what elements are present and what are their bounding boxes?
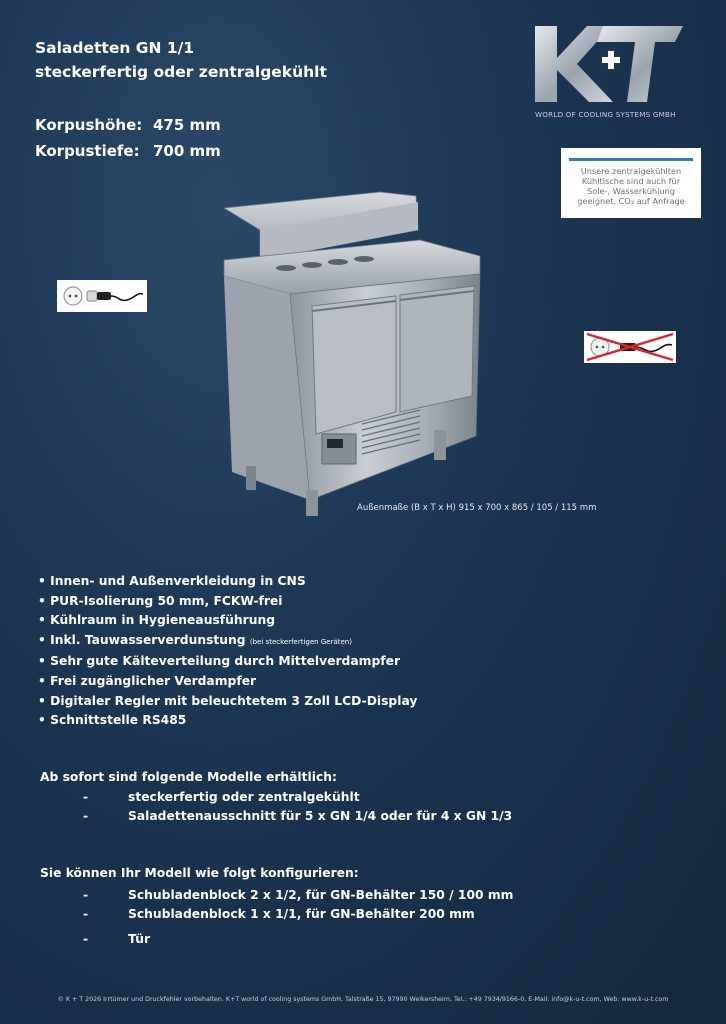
list-item: - Schubladenblock 2 x 1/2, für GN-Behälter 150 / 100 mm: [83, 888, 514, 902]
spec-depth: [35, 142, 221, 160]
spec-value: 700 mm: [153, 142, 221, 160]
spec-label: Korpushöhe:: [35, 116, 143, 134]
kt-logo: [535, 26, 683, 120]
note-text: Unsere zentralgekühlten Kühltische sind auch für Sole-, Wasserkühlung geeignet, CO₂ auf Anfrage: [577, 166, 685, 206]
list-item: - Tür: [83, 932, 151, 946]
spec-label: Korpustiefe:: [35, 142, 140, 160]
feature-note: (bei steckerfertigen Geräten): [249, 637, 352, 646]
list-item: • PUR-Isolierung 50 mm, FCKW-frei: [38, 593, 283, 608]
list-item: • Schnittstelle RS485: [38, 713, 187, 728]
saladette-product-image: [220, 190, 482, 518]
spec-value: 475 mm: [153, 116, 221, 134]
list-item: - Saladettenausschnitt für 5 x GN 1/4 oder für 4 x GN 1/3: [83, 809, 513, 823]
configure-heading: Sie können Ihr Modell wie folgt konfigurieren:: [40, 866, 359, 880]
page-title: [35, 36, 327, 84]
list-item: • Sehr gute Kälteverteilung durch Mittelverdampfer: [38, 654, 401, 669]
feature-list: [38, 572, 417, 731]
plug-socket-icon: [57, 280, 147, 312]
footer: © K + T 2026 Irrtümer und Druckfehler vorbehalten. K+T world of cooling systems GmbH, Talstraße 15, 97990 Weikersheim, Tel.: +49 7934/9166-0, E-Mail: info@k-u-t.com, Web: www.k-u-t.com: [57, 996, 669, 1003]
list-item: • Inkl. Tauwasserverdunstung (bei steckerfertigen Geräten): [38, 632, 352, 647]
note-accent-bar: [569, 158, 693, 161]
title-line-2: steckerfertig oder zentralgekühlt: [35, 63, 327, 81]
available-heading: Ab sofort sind folgende Modelle erhältlich:: [40, 770, 337, 784]
plug-socket-crossed-icon: [584, 331, 676, 363]
list-item: • Digitaler Regler mit beleuchtetem 3 Zoll LCD-Display: [38, 693, 418, 708]
list-item: • Kühlraum in Hygieneausführung: [38, 613, 276, 628]
title-line-1: Saladetten GN 1/1: [35, 39, 195, 57]
list-item: - Schubladenblock 1 x 1/1, für GN-Behälter 200 mm: [83, 907, 475, 921]
list-item: - steckerfertig oder zentralgekühlt: [83, 790, 360, 804]
spec-height: [35, 116, 221, 134]
logo-subtitle: WORLD OF COOLING SYSTEMS GMBH: [535, 110, 676, 119]
cooling-note: [561, 148, 701, 218]
list-item: • Frei zugänglicher Verdampfer: [38, 673, 257, 688]
list-item: • Innen- und Außenverkleidung in CNS: [38, 574, 306, 588]
outer-dimensions: Außenmaße (B x T x H) 915 x 700 x 865 / 105 / 115 mm: [357, 503, 597, 513]
